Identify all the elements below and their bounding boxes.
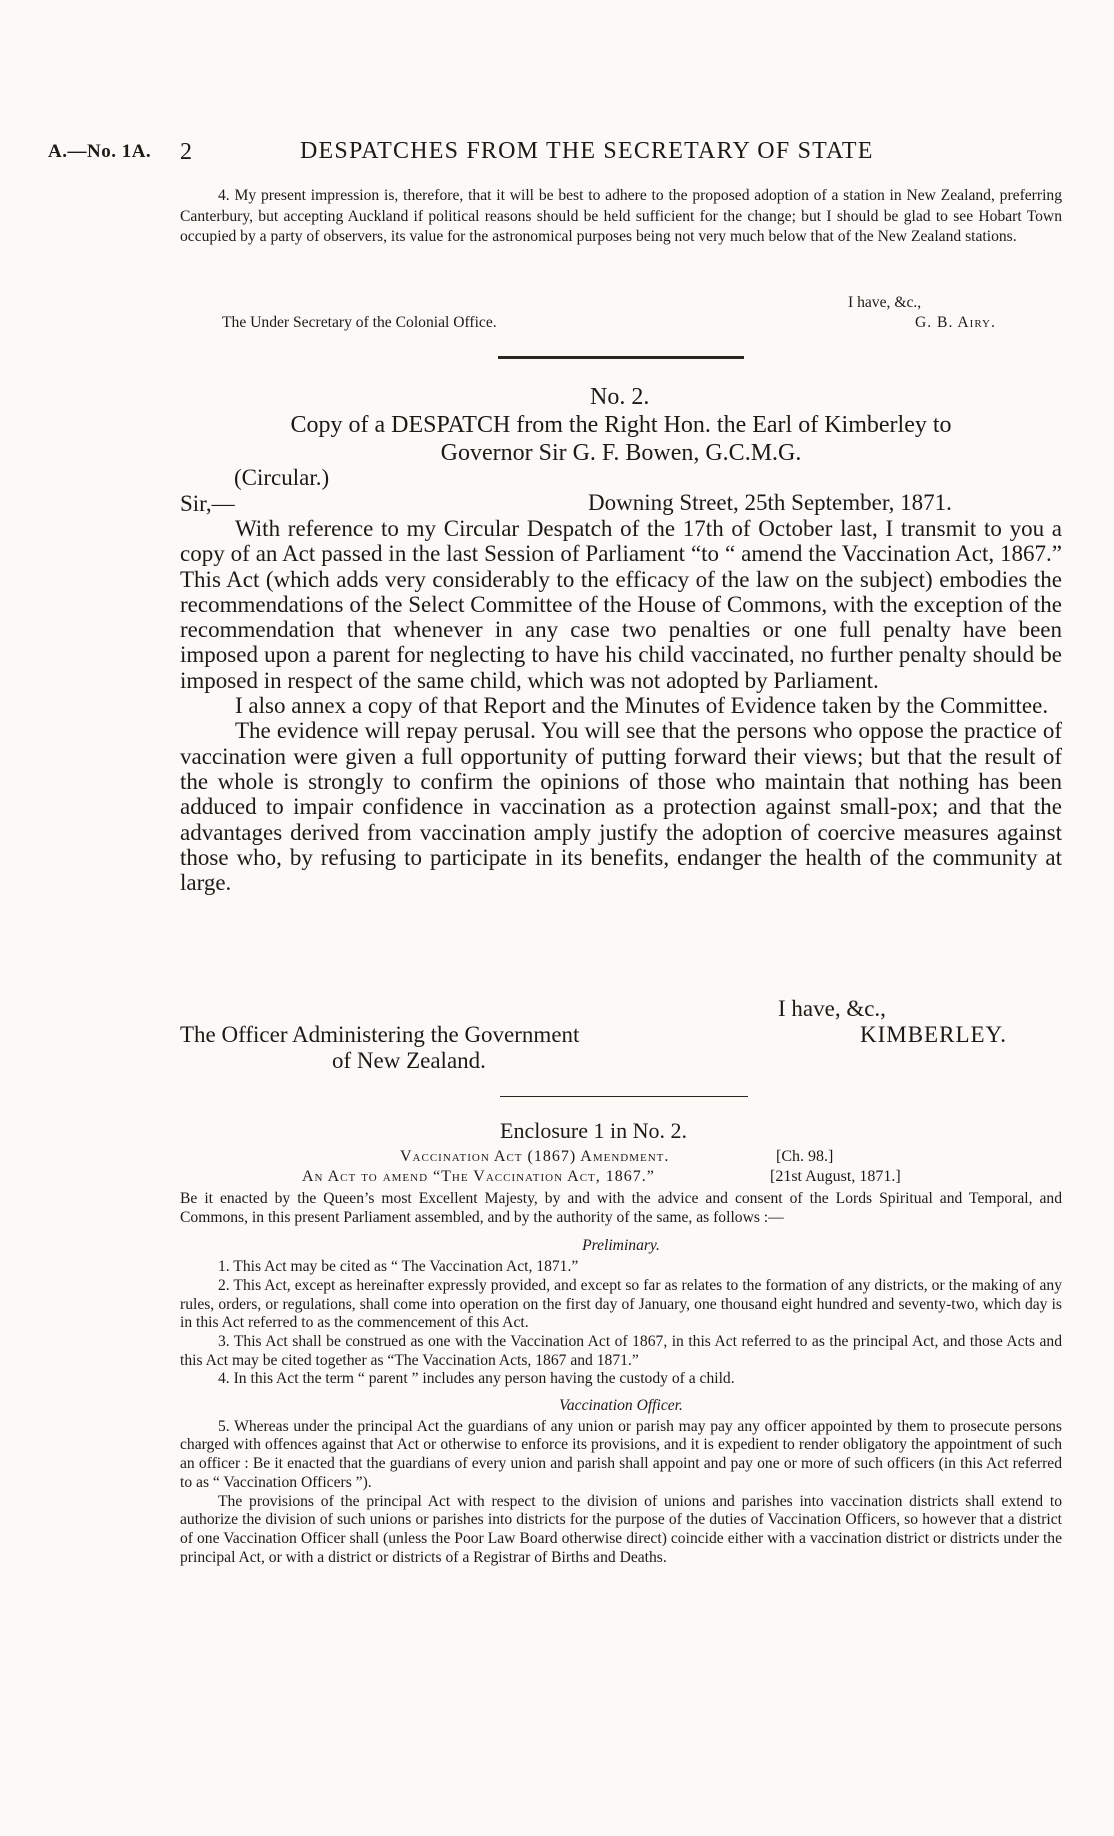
act-title: An Act to amend “The Vaccination Act, 1867.” [302,1168,655,1185]
page-number: 2 [180,139,192,165]
enacting-clause: Be it enacted by the Queen’s most Excellent Majesty, by and with the advice and consent of the Lords Spiritual and Temporal, and Commons, in this present Parliament assembled, and by the authority of the same, as follows :— [180,1190,1062,1226]
circular-label: (Circular.) [234,465,330,490]
despatch-number: No. 2. [590,384,650,410]
airy-addressee: The Under Secretary of the Colonial Office. [222,314,497,331]
airy-paragraph-4: 4. My present impression is, therefore, that it will be best to adhere to the proposed adoption of a station in New Zealand, preferring Canterbury, but accepting Auckland if political reasons should be held sufficient for the change; but I should be glad to see Hobart Town occupied by a party of observers, its value for the astronomical purposes being not very much below that of the New Zealand stations. [180,187,1062,245]
section-divider [498,356,744,359]
act-clause: 2. This Act, except as hereinafter expressly provided, and except so far as relates to the formation of any districts, or the making of any rules, orders, or regulations, shall come into operation on the first day of January, one thousand eight hundred and seventy-two, which day is in this Act referred to as the commencement of this Act. [180,1276,1062,1332]
despatch-addressee-line-2: of New Zealand. [332,1048,486,1073]
airy-closing: I have, &c., [848,294,922,311]
act-clause: 3. This Act shall be construed as one with the Vaccination Act of 1867, in this Act referred to as the principal Act, and those Acts and this Act may be cited together as “The Vaccination Acts, 1867 and 1871.” [180,1332,1062,1369]
salutation: Sir,— [180,491,235,516]
airy-signature: G. B. Airy. [915,314,996,331]
despatch-signature: KIMBERLEY. [860,1022,1007,1047]
despatch-title [180,411,1062,467]
despatch-paragraph: I also annex a copy of that Report and the Minutes of Evidence taken by the Committee. [235,693,1049,719]
despatch-paragraph: The evidence will repay perusal. You will see that the persons who oppose the practice of vaccination were given a full opportunity of putting forward their views; but that the result of the whole is strongly to confirm the opinions of those who maintain that nothing has been adduced to impair confidence in vaccination as a protection against small-pox; and that the advantages derived from vaccination amply justify the adoption of coercive measures against those who, by refusing to participate in its benefits, endanger the health of the community at large. [180,718,1062,896]
despatch-paragraph: With reference to my Circular Despatch of the 17th of October last, I transmit to you a copy of an Act passed in the last Session of Parliament “to “ amend the Vaccination Act, 1867.” This Act (which adds very considerably to the efficacy of the law on the subject) embodies the recommendations of the Select Committee of the House of Commons, with the exception of the recommendation that whenever in any case two penalties or one full penalty have been imposed upon a parent for neglecting to have his child vaccinated, no further penalty should be imposed in respect of the same child, which was not adopted by Parliament. [180,516,1062,693]
act-clause: 4. In this Act the term “ parent ” includes any person having the custody of a child. [218,1370,735,1388]
heading-preliminary: Preliminary. [582,1237,660,1255]
act-clause-5-continued: The provisions of the principal Act with respect to the division of unions and parishes into vaccination districts shall extend to authorize the division of such unions or parishes into districts for the purpose of the duties of Vaccination Officers, so however that a district of one Vaccination Officer shall (unless the Poor Law Board otherwise direct) coincide either with a vaccination district or districts under the principal Act, or with a district or districts of a Registrar of Births and Deaths. [180,1492,1062,1566]
section-divider [500,1096,748,1097]
despatch-closing: I have, &c., [778,996,886,1021]
despatch-title-line-1: Copy of a DESPATCH from the Right Hon. the Earl of Kimberley to [290,412,952,438]
despatch-title-line-2: Governor Sir G. F. Bowen, G.C.M.G. [440,440,802,466]
act-body [180,1190,1062,1567]
enclosure-subtitle: Vaccination Act (1867) Amendment. [400,1148,670,1165]
despatch-addressee-line-1: The Officer Administering the Government [180,1022,580,1047]
act-clause: 1. This Act may be cited as “ The Vaccination Act, 1871.” [218,1258,579,1276]
despatch-body [180,516,1062,895]
act-date: [21st August, 1871.] [770,1168,901,1185]
document-reference: A.—No. 1A. [48,141,152,162]
page-header-title: DESPATCHES FROM THE SECRETARY OF STATE [300,138,874,164]
heading-vaccination-officer: Vaccination Officer. [559,1397,683,1415]
enclosure-title: Enclosure 1 in No. 2. [500,1118,687,1143]
act-clause-5: 5. Whereas under the principal Act the guardians of any union or parish may pay any officer appointed by them to prosecute persons charged with offences against that Act or otherwise to enforce its provisions, and it is expedient to render obligatory the appointment of such an officer : Be it enacted that the guardians of every union and parish shall appoint and pay one or more of such officers (in this Act referred to as “ Vaccination Officers ”). [180,1417,1062,1491]
dateline: Downing Street, 25th September, 1871. [588,490,952,515]
enclosure-chapter: [Ch. 98.] [776,1148,834,1165]
